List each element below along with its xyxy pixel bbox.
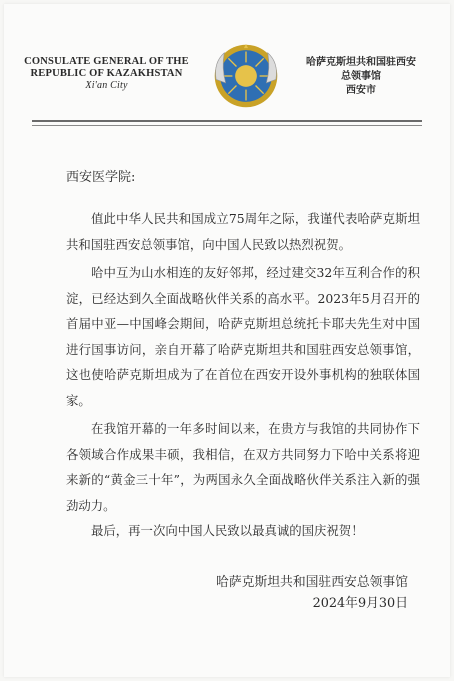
letter-date: 2024年9月30日 bbox=[312, 596, 408, 611]
header-left-city: Xi'an City bbox=[85, 80, 128, 91]
letter-salutation: 西安医学院: bbox=[66, 170, 136, 185]
header-consulate-chinese bbox=[286, 56, 436, 98]
header-right-line-1: 哈萨克斯坦共和国驻西安 bbox=[306, 57, 416, 68]
letter-signature-block bbox=[216, 572, 408, 614]
header-right-line-3: 西安市 bbox=[346, 85, 376, 96]
header-left-line-1: CONSULATE GENERAL OF THE bbox=[24, 56, 189, 67]
header-divider-thin bbox=[32, 125, 422, 126]
header-consulate-english bbox=[4, 56, 209, 92]
kazakhstan-state-emblem-icon bbox=[212, 42, 280, 110]
letter-paragraph-1: 值此中华人民共和国成立75周年之际，我谨代表哈萨克斯坦共和国驻西安总领事馆，向中国人民致以热烈祝贺。 bbox=[66, 211, 420, 252]
letter-signature: 哈萨克斯坦共和国驻西安总领事馆 bbox=[216, 575, 408, 590]
header-divider-thick bbox=[32, 120, 422, 122]
letter-paragraph-4: 最后，再一次向中国人民致以最真诚的国庆祝贺！ bbox=[91, 523, 364, 538]
header-right-line-2: 总领事馆 bbox=[341, 71, 381, 82]
header-left-line-2: REPUBLIC OF KAZAKHSTAN bbox=[30, 68, 183, 79]
letter-page bbox=[4, 4, 450, 677]
letter-paragraph-3: 在我馆开幕的一年多时间以来，在贵方与我馆的共同协作下各领域合作成果丰硕，我相信，在双方共同努力下哈中关系将迎来新的“黄金三十年”，为两国永久全面战略伙伴关系注入新的强劲动力。 bbox=[66, 421, 420, 513]
letter-paragraph-2: 哈中互为山水相连的友好邻邦，经过建交32年互利合作的积淀，已经达到久全面战略伙伴关系的高水平。2023年5月召开的首届中亚—中国峰会期间，哈萨克斯坦总统托卡耶夫先生对中国进行国事访问，亲自开幕了哈萨克斯坦共和国驻西安总领事馆，这也使哈萨克斯坦成为了在首位在西安开设外事机构的独联体国家。 bbox=[66, 265, 420, 408]
